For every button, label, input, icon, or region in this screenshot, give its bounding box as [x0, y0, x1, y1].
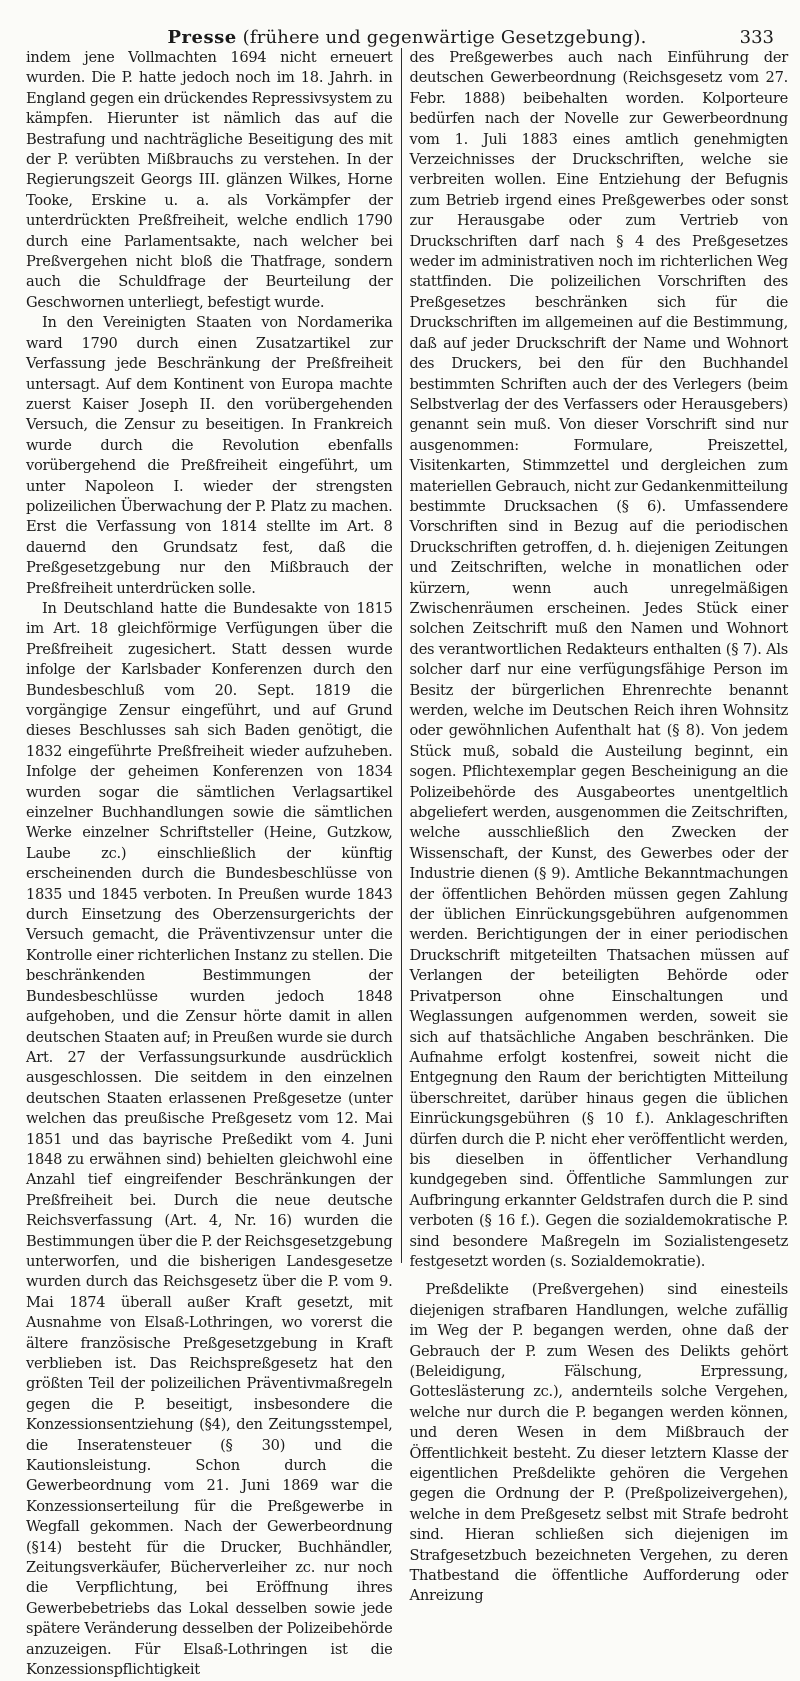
- running-header: [26, 0, 788, 48]
- right-column: [409, 48, 789, 1605]
- left-column: [26, 48, 393, 1679]
- paragraph: des Preßgewerbes auch nach Einführung der deutschen Gewerbeordnung (Reichsgesetz vom 27. Febr. 1888) beibehalten worden. Kolporteure bedürfen nach der Novelle zur Gewerbeordnung vom 1. Juli 1883 eines amtlich genehmigten Verzeichnisses der Druckschriften, welche sie verbreiten wollen. Eine Entziehung der Befugnis zum Betrieb irgend eines Preßgewerbes oder sonst zur Herausgabe oder zum Vertrieb von Druckschriften darf nach § 4 des Preßgesetzes weder im administrativen noch im richterlichen Weg stattfinden. Die polizeilichen Vorschriften des Preßgesetzes beschränken sich für die Druckschriften im allgemeinen auf die Bestimmung, daß auf jeder Druckschrift der Name und Wohnort des Druckers, bei den für den Buchhandel bestimmten Schriften auch der des Verlegers (beim Selbstverlag der des Verfassers oder Herausgebers) genannt sein muß. Von dieser Vorschrift sind nur ausgenommen: Formulare, Preiszettel, Visitenkarten, Stimmzettel und dergleichen zum materiellen Gebrauch, nicht zur Gedankenmitteilung bestimmte Drucksachen (§ 6). Umfassendere Vorschriften sind in Bezug auf die periodischen Druckschriften getroffen, d. h. diejenigen Zeitungen und Zeitschriften, welche in monatlichen oder kürzern, wenn auch unregelmäßigen Zwischenräumen erscheinen. Jedes Stück einer solchen Zeitschrift muß den Namen und Wohnort des verantwortlichen Redakteurs enthalten (§ 7). Als solcher darf nur eine verfügungsfähige Person im Besitz der bürgerlichen Ehrenrechte benannt werden, welche im Deutschen Reich ihren Wohnsitz oder gewöhnlichen Aufenthalt hat (§ 8). Von jedem Stück muß, sobald die Austeilung beginnt, ein sogen. Pflichtexemplar gegen Bescheinigung an die Polizeibehörde des Ausgabeortes unentgeltlich abgeliefert werden, ausgenommen die Zeitschriften, welche ausschließlich den Zwecken der Wissenschaft, der Kunst, des Gewerbes oder der Industrie dienen (§ 9). Amtliche Bekanntmachungen der öffentlichen Behörden müssen gegen Zahlung der üblichen Einrückungsgebühren aufgenommen werden. Berichtigungen der in einer periodischen Druckschrift mitgeteilten Thatsachen müssen auf Verlangen der beteiligten Behörde oder Privatperson ohne Einschaltungen und Weglassungen aufgenommen werden, soweit sie sich auf thatsächliche Angaben beschränken. Die Aufnahme erfolgt kostenfrei, soweit nicht die Entgegnung den Raum der berichtigten Mitteilung überschreitet, darüber hinaus gegen die üblichen Einrückungsgebühren (§ 10 f.). Anklageschriften dürfen durch die P. nicht eher veröffentlicht werden, bis dieselben in öffentlicher Verhandlung kundgegeben sind. Öffentliche Sammlungen zur Aufbringung erkannter Geldstrafen durch die P. sind verboten (§ 16 f.). Gegen die sozialdemokratische P. sind besondere Maßregeln im Sozialistengesetz festgesetzt worden (s. Sozialdemokratie).: [409, 49, 789, 1270]
- running-title: [26, 28, 788, 48]
- running-title-rest: (frühere und gegenwärtige Gesetzgebung).: [242, 27, 647, 48]
- running-title-keyword: Presse: [167, 27, 237, 48]
- text-columns: [26, 48, 789, 1679]
- paragraph: In den Vereinigten Staaten von Nordamerika ward 1790 durch einen Zusatzartikel zur Verfassung jede Beschränkung der Preßfreiheit untersagt. Auf dem Kontinent von Europa machte zuerst Kaiser Joseph II. den vorübergehenden Versuch, die Zensur zu beseitigen. In Frankreich wurde durch die Revolution ebenfalls vorübergehend die Preßfreiheit eingeführt, um unter Napoleon I. wieder der strengsten polizeilichen Überwachung der P. Platz zu machen. Erst die Verfassung von 1814 stellte im Art. 8 dauernd den Grundsatz fest, daß die Preßgesetzgebung nur den Mißbrauch der Preßfreiheit unterdrücken solle.: [26, 314, 393, 597]
- column-divider: [401, 48, 402, 1263]
- paragraph: In Deutschland hatte die Bundesakte von 1815 im Art. 18 gleichförmige Verfügungen über die Preßfreiheit zugesichert. Statt dessen wurde infolge der Karlsbader Konferenzen durch den Bundesbeschluß vom 20. Sept. 1819 die vorgängige Zensur eingeführt, und auf Grund dieses Beschlusses sah sich Baden genötigt, die 1832 eingeführte Preßfreiheit wieder aufzuheben. Infolge der geheimen Konferenzen von 1834 wurden sogar die sämtlichen Verlagsartikel einzelner Buchhandlungen sowie die sämtlichen Werke einzelner Schriftsteller (Heine, Gutzkow, Laube zc.) einschließlich der künftig erscheinenden durch die Bundesbeschlüsse von 1835 und 1845 verboten. In Preußen wurde 1843 durch Einsetzung des Oberzensurgerichts der Versuch gemacht, die Präventivzensur unter die Kontrolle einer richterlichen Instanz zu stellen. Die beschränkenden Bestimmungen der Bundesbeschlüsse wurden jedoch 1848 aufgehoben, und die Zensur hörte damit in allen deutschen Staaten auf; in Preußen wurde sie durch Art. 27 der Verfassungsurkunde ausdrücklich ausgeschlossen. Die seitdem in den einzelnen deutschen Staaten erlassenen Preßgesetze (unter welchen das preußische Preßgesetz vom 12. Mai 1851 und das bayrische Preßedikt vom 4. Juni 1848 zu erwähnen sind) behielten gleichwohl eine Anzahl tief eingreifender Beschränkungen der Preßfreiheit bei. Durch die neue deutsche Reichsverfassung (Art. 4, Nr. 16) wurden die Bestimmungen über die P. der Reichsgesetzgebung unterworfen, und die bisherigen Landesgesetze wurden durch das Reichsgesetz über die P. vom 9. Mai 1874 überall außer Kraft gesetzt, mit Ausnahme von Elsaß-Lothringen, wo vorerst die ältere französische Preßgesetzgebung in Kraft verblieben ist. Das Reichspreßgesetz hat den größten Teil der polizeilichen Präventivmaßregeln gegen die P. beseitigt, insbesondere die Konzessionsentziehung (§4), den Zeitungsstempel, die Inseratensteuer (§ 30) und die Kautionsleistung. Schon durch die Gewerbeordnung vom 21. Juni 1869 war die Konzessionserteilung für die Preßgewerbe in Wegfall gekommen. Nach der Gewerbeordnung (§14) besteht für die Drucker, Buchhändler, Zeitungsverkäufer, Bücherverleiher zc. nur noch die Verpflichtung, bei Eröffnung ihres Gewerbebetriebs das Lokal desselben sowie jede spätere Veränderung desselben der Polizeibehörde anzuzeigen. Für Elsaß-Lothringen ist die Konzessionspflichtigkeit: [26, 599, 393, 1679]
- page-number: 333: [739, 27, 774, 48]
- paragraph: Preßdelikte (Preßvergehen) sind einesteils diejenigen strafbaren Handlungen, welche zufällig im Weg der P. begangen werden, ohne daß der Gebrauch der P. zum Wesen des Delikts gehört (Beleidigung, Fälschung, Erpressung, Gotteslästerung zc.), andernteils solche Vergehen, welche nur durch die P. begangen werden können, und deren Wesen in dem Mißbrauch der Öffentlichkeit besteht. Zu dieser letztern Klasse der eigentlichen Preßdelikte gehören die Vergehen gegen die Ordnung der P. (Preßpolizeivergehen), welche in dem Preßgesetz selbst mit Strafe bedroht sind. Hieran schließen sich diejenigen im Strafgesetzbuch bezeichneten Vergehen, zu deren Thatbestand die öffentliche Aufforderung oder Anreizung: [409, 1281, 789, 1605]
- paragraph: indem jene Vollmachten 1694 nicht erneuert wurden. Die P. hatte jedoch noch im 18. Jahrh. in England gegen ein drückendes Repressivsystem zu kämpfen. Hierunter ist nämlich das auf die Bestrafung und nachträgliche Beseitigung des mit der P. verübten Mißbrauchs zu verstehen. In der Regierungszeit Georgs III. glänzen Wilkes, Horne Tooke, Erskine u. a. als Vorkämpfer der unterdrückten Preßfreiheit, welche endlich 1790 durch eine Parlamentsakte, nach welcher bei Preßvergehen nicht bloß die Thatfrage, sondern auch die Schuldfrage der Beurteilung der Geschwornen unterliegt, befestigt wurde.: [26, 49, 393, 311]
